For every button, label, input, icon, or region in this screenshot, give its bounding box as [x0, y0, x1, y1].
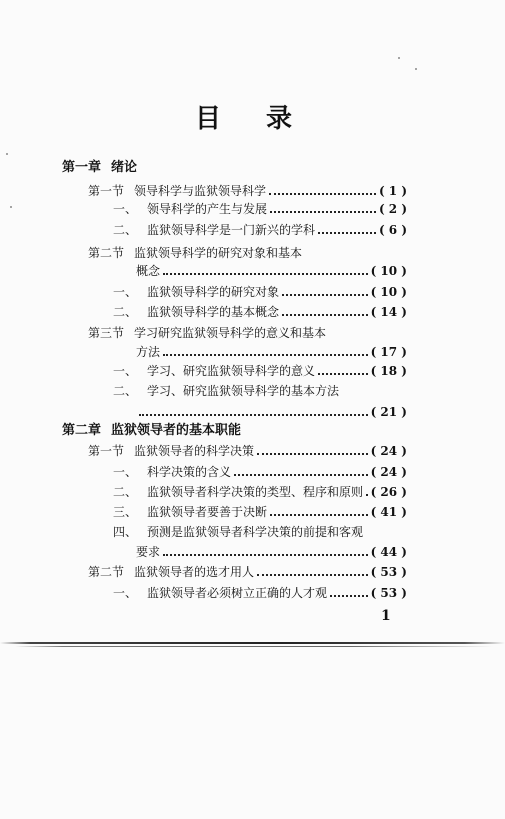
item-label: 二、: [113, 223, 138, 237]
item-line: [113, 199, 407, 219]
bottom-rule-secondary: [15, 646, 493, 647]
item-continuation: [136, 542, 407, 562]
item-label: 一、: [113, 586, 138, 600]
chapter-2-line: [62, 421, 392, 441]
item-label: 二、: [113, 485, 138, 499]
chapter-title: 绪论: [111, 160, 138, 175]
bottom-rule: [0, 642, 505, 644]
section-label: 第二节: [88, 565, 125, 579]
section-title: 监狱领导者的科学决策: [134, 444, 255, 458]
leader-dots: [163, 353, 368, 356]
leader-dots: [282, 293, 368, 296]
leader-dots: [318, 372, 368, 375]
section-3-line: [88, 323, 407, 343]
item-line: [113, 381, 407, 401]
page-reference: ( 24 ): [370, 444, 407, 458]
section-title-continuation: 概念: [136, 264, 161, 278]
item-title: 监狱领导者必须树立正确的人才观: [147, 586, 328, 600]
scan-speck: [6, 153, 8, 155]
item-title: 学习、研究监狱领导科学的基本方法: [147, 384, 340, 398]
item-continuation: [136, 402, 407, 422]
item-label: 二、: [113, 305, 138, 319]
leader-dots: [163, 553, 368, 556]
leader-dots: [318, 231, 376, 234]
section-title: 监狱领导者的选才用人: [134, 565, 255, 579]
item-title: 监狱领导者要善于决断: [147, 505, 268, 519]
item-label: 四、: [113, 525, 138, 539]
item-label: 二、: [113, 384, 138, 398]
page-reference: ( 10 ): [370, 264, 407, 278]
leader-dots: [270, 513, 368, 516]
item-label: 三、: [113, 505, 138, 519]
page-reference: ( 26 ): [370, 485, 407, 499]
item-line: [113, 361, 407, 381]
section-1-line: [88, 181, 407, 201]
page-reference: ( 6 ): [378, 223, 407, 237]
leader-dots: [270, 210, 376, 213]
item-title: 监狱领导者科学决策的类型、程序和原则: [147, 485, 364, 499]
section-1-line: [88, 441, 407, 461]
page-reference: ( 53 ): [370, 586, 407, 600]
chapter-label: 第二章: [62, 423, 102, 438]
leader-dots: [163, 272, 368, 275]
page-title: 目 录: [194, 104, 311, 134]
page-reference: ( 14 ): [370, 305, 407, 319]
item-line: [113, 583, 407, 603]
item-line: [113, 482, 407, 502]
section-title: 监狱领导科学的研究对象和基本: [134, 246, 303, 260]
item-label: 一、: [113, 285, 138, 299]
leader-dots: [257, 573, 368, 576]
chapter-1-line: [62, 158, 392, 178]
leader-dots: [257, 452, 368, 455]
leader-dots: [234, 473, 368, 476]
page-reference: ( 21 ): [370, 405, 407, 419]
page-reference: ( 17 ): [370, 345, 407, 359]
item-title: 监狱领导科学的研究对象: [147, 285, 280, 299]
page-reference: ( 44 ): [370, 545, 407, 559]
item-title: 预测是监狱领导者科学决策的前提和客观: [147, 525, 364, 539]
chapter-label: 第一章: [62, 160, 102, 175]
section-2-continuation: [136, 261, 407, 281]
page-reference: ( 53 ): [370, 565, 407, 579]
item-line: [113, 282, 407, 302]
item-line: [113, 220, 407, 240]
scan-speck: [10, 206, 12, 208]
item-label: 一、: [113, 202, 138, 216]
scan-speck: [398, 57, 400, 59]
item-line: [113, 522, 407, 542]
section-title-continuation: 方法: [136, 345, 161, 359]
section-2-line: [88, 243, 407, 263]
leader-dots: [330, 594, 368, 597]
leader-dots: [139, 413, 368, 416]
item-title: 学习、研究监狱领导科学的意义: [147, 364, 316, 378]
item-title: 科学决策的含义: [147, 465, 232, 479]
item-label: 一、: [113, 364, 138, 378]
page-reference: ( 24 ): [370, 465, 407, 479]
section-3-continuation: [136, 342, 407, 362]
item-line: [113, 302, 407, 322]
page-reference: ( 41 ): [370, 505, 407, 519]
leader-dots: [269, 192, 376, 195]
section-label: 第一节: [88, 184, 125, 198]
item-title: 监狱领导科学的基本概念: [147, 305, 280, 319]
section-label: 第三节: [88, 326, 125, 340]
section-2-line: [88, 562, 407, 582]
section-label: 第二节: [88, 246, 125, 260]
section-title: 学习研究监狱领导科学的意义和基本: [134, 326, 327, 340]
item-line: [113, 462, 407, 482]
item-title-continuation: 要求: [136, 545, 161, 559]
scan-speck: [415, 68, 417, 70]
leader-dots: [282, 313, 368, 316]
page-reference: ( 18 ): [370, 364, 407, 378]
page-reference: ( 1 ): [378, 184, 407, 198]
item-title: 领导科学的产生与发展: [147, 202, 268, 216]
leader-dots: [366, 493, 368, 496]
item-label: 一、: [113, 465, 138, 479]
page-number: 1: [381, 608, 391, 624]
section-title: 领导科学与监狱领导科学: [134, 184, 267, 198]
item-title: 监狱领导科学是一门新兴的学科: [147, 223, 316, 237]
page-reference: ( 10 ): [370, 285, 407, 299]
section-label: 第一节: [88, 444, 125, 458]
chapter-title: 监狱领导者的基本职能: [111, 423, 242, 438]
item-line: [113, 502, 407, 522]
page-reference: ( 2 ): [378, 202, 407, 216]
